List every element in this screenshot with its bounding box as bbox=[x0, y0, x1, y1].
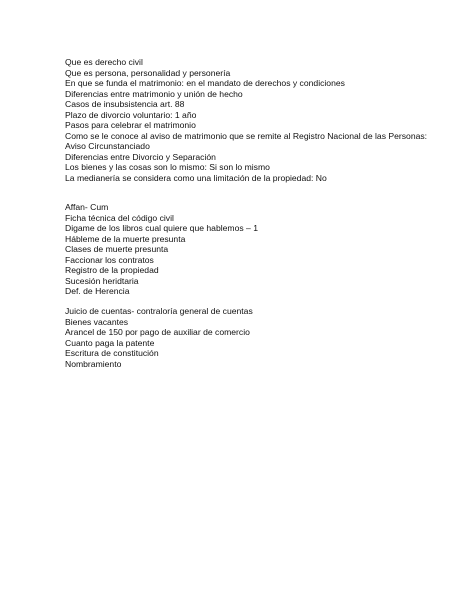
text-line: Affan- Cum bbox=[65, 202, 109, 212]
text-line: En que se funda el matrimonio: en el mandato de derechos y condiciones bbox=[65, 78, 345, 88]
text-line: Que es derecho civil bbox=[65, 57, 143, 67]
text-line: Bienes vacantes bbox=[65, 316, 129, 327]
text-line: Aviso Circunstanciado bbox=[65, 141, 150, 151]
questions-block-civil-code bbox=[65, 202, 465, 297]
text-line: Plazo de divorcio voluntario: 1 año bbox=[65, 109, 197, 120]
text-line: Casos de insubsistencia art. 88 bbox=[65, 99, 185, 109]
text-line: Diferencias entre Divorcio y Separación bbox=[65, 151, 216, 162]
text-line: Que es persona, personalidad y personería bbox=[65, 67, 231, 78]
text-line: La medianería se considera como una limitación de la propiedad: No bbox=[65, 172, 327, 183]
text-line: Clases de muerte presunta bbox=[65, 244, 169, 254]
questions-block-civil-law bbox=[65, 57, 465, 183]
text-line: Juicio de cuentas- contraloría general de cuentas bbox=[65, 306, 253, 316]
text-line: Sucesión heridtaria bbox=[65, 275, 139, 286]
text-line: Def. de Herencia bbox=[65, 286, 130, 296]
text-line: Cuanto paga la patente bbox=[65, 337, 155, 348]
text-line: Escritura de constitución bbox=[65, 348, 159, 358]
text-line: Registro de la propiedad bbox=[65, 265, 159, 275]
text-line: Faccionar los contratos bbox=[65, 254, 154, 265]
text-line: Los bienes y las cosas son lo mismo: Si son lo mismo bbox=[65, 162, 270, 172]
text-line: Arancel de 150 por pago de auxiliar de comercio bbox=[65, 327, 250, 337]
questions-block-accounts bbox=[65, 306, 465, 369]
text-line: Diferencias entre matrimonio y unión de hecho bbox=[65, 88, 243, 99]
text-line: Como se le conoce al aviso de matrimonio que se remite al Registro Nacional de las Personas: bbox=[65, 130, 428, 141]
text-line: Nombramiento bbox=[65, 358, 122, 369]
text-line: Digame de los libros cual quiere que hablemos – 1 bbox=[65, 223, 258, 233]
text-line: Ficha técnica del código civil bbox=[65, 212, 174, 223]
text-line: Pasos para celebrar el matrimonio bbox=[65, 120, 196, 130]
text-line: Hábleme de la muerte presunta bbox=[65, 233, 186, 244]
